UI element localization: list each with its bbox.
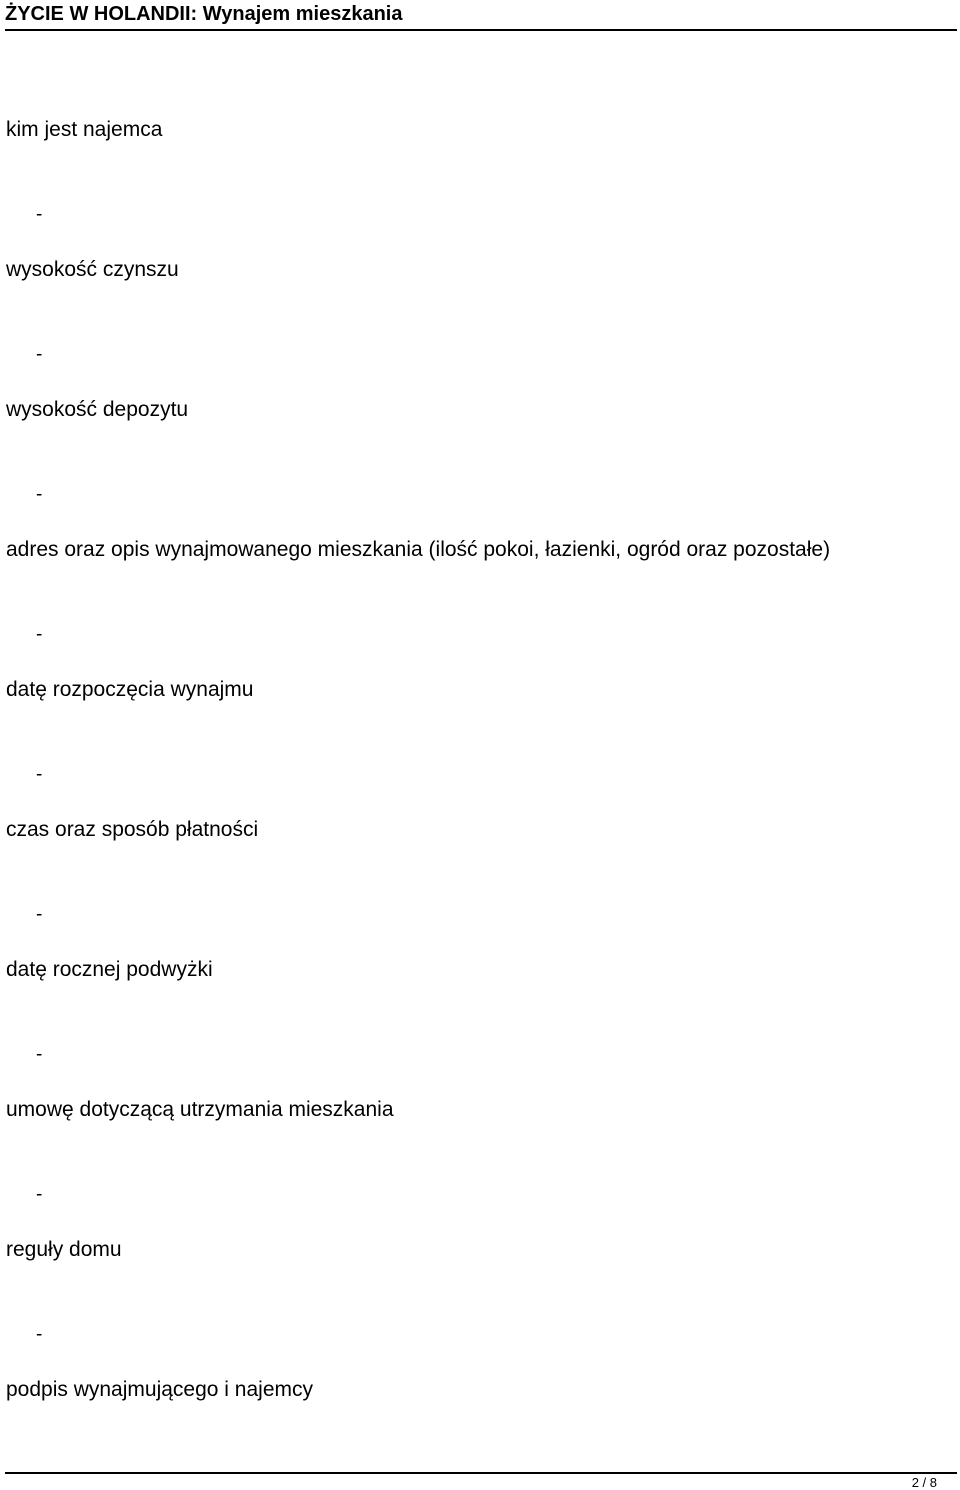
list-item: wysokość czynszu: [6, 258, 179, 281]
list-item: datę rozpoczęcia wynajmu: [6, 678, 254, 701]
list-dash: -: [36, 484, 43, 505]
list-item: podpis wynajmującego i najemcy: [6, 1378, 313, 1401]
header-divider: [5, 29, 957, 31]
list-dash: -: [36, 344, 43, 365]
list-item: datę rocznej podwyżki: [6, 958, 213, 981]
page-title: ŻYCIE W HOLANDII: Wynajem mieszkania: [5, 3, 403, 25]
list-item: umowę dotyczącą utrzymania mieszkania: [6, 1098, 394, 1121]
list-dash: -: [36, 1184, 43, 1205]
list-item: kim jest najemca: [6, 118, 163, 141]
list-item: wysokość depozytu: [6, 398, 189, 421]
list-dash: -: [36, 1324, 43, 1345]
list-dash: -: [36, 904, 43, 925]
list-item: czas oraz sposób płatności: [6, 818, 259, 841]
footer-divider: [5, 1472, 957, 1474]
list-item: adres oraz opis wynajmowanego mieszkania (ilość pokoi, łazienki, ogród oraz pozostałe): [6, 538, 831, 561]
list-dash: -: [36, 764, 43, 785]
list-dash: -: [36, 624, 43, 645]
list-item: reguły domu: [6, 1238, 122, 1261]
list-dash: -: [36, 204, 43, 225]
list-dash: -: [36, 1044, 43, 1065]
page-number: 2 / 8: [911, 1475, 937, 1490]
